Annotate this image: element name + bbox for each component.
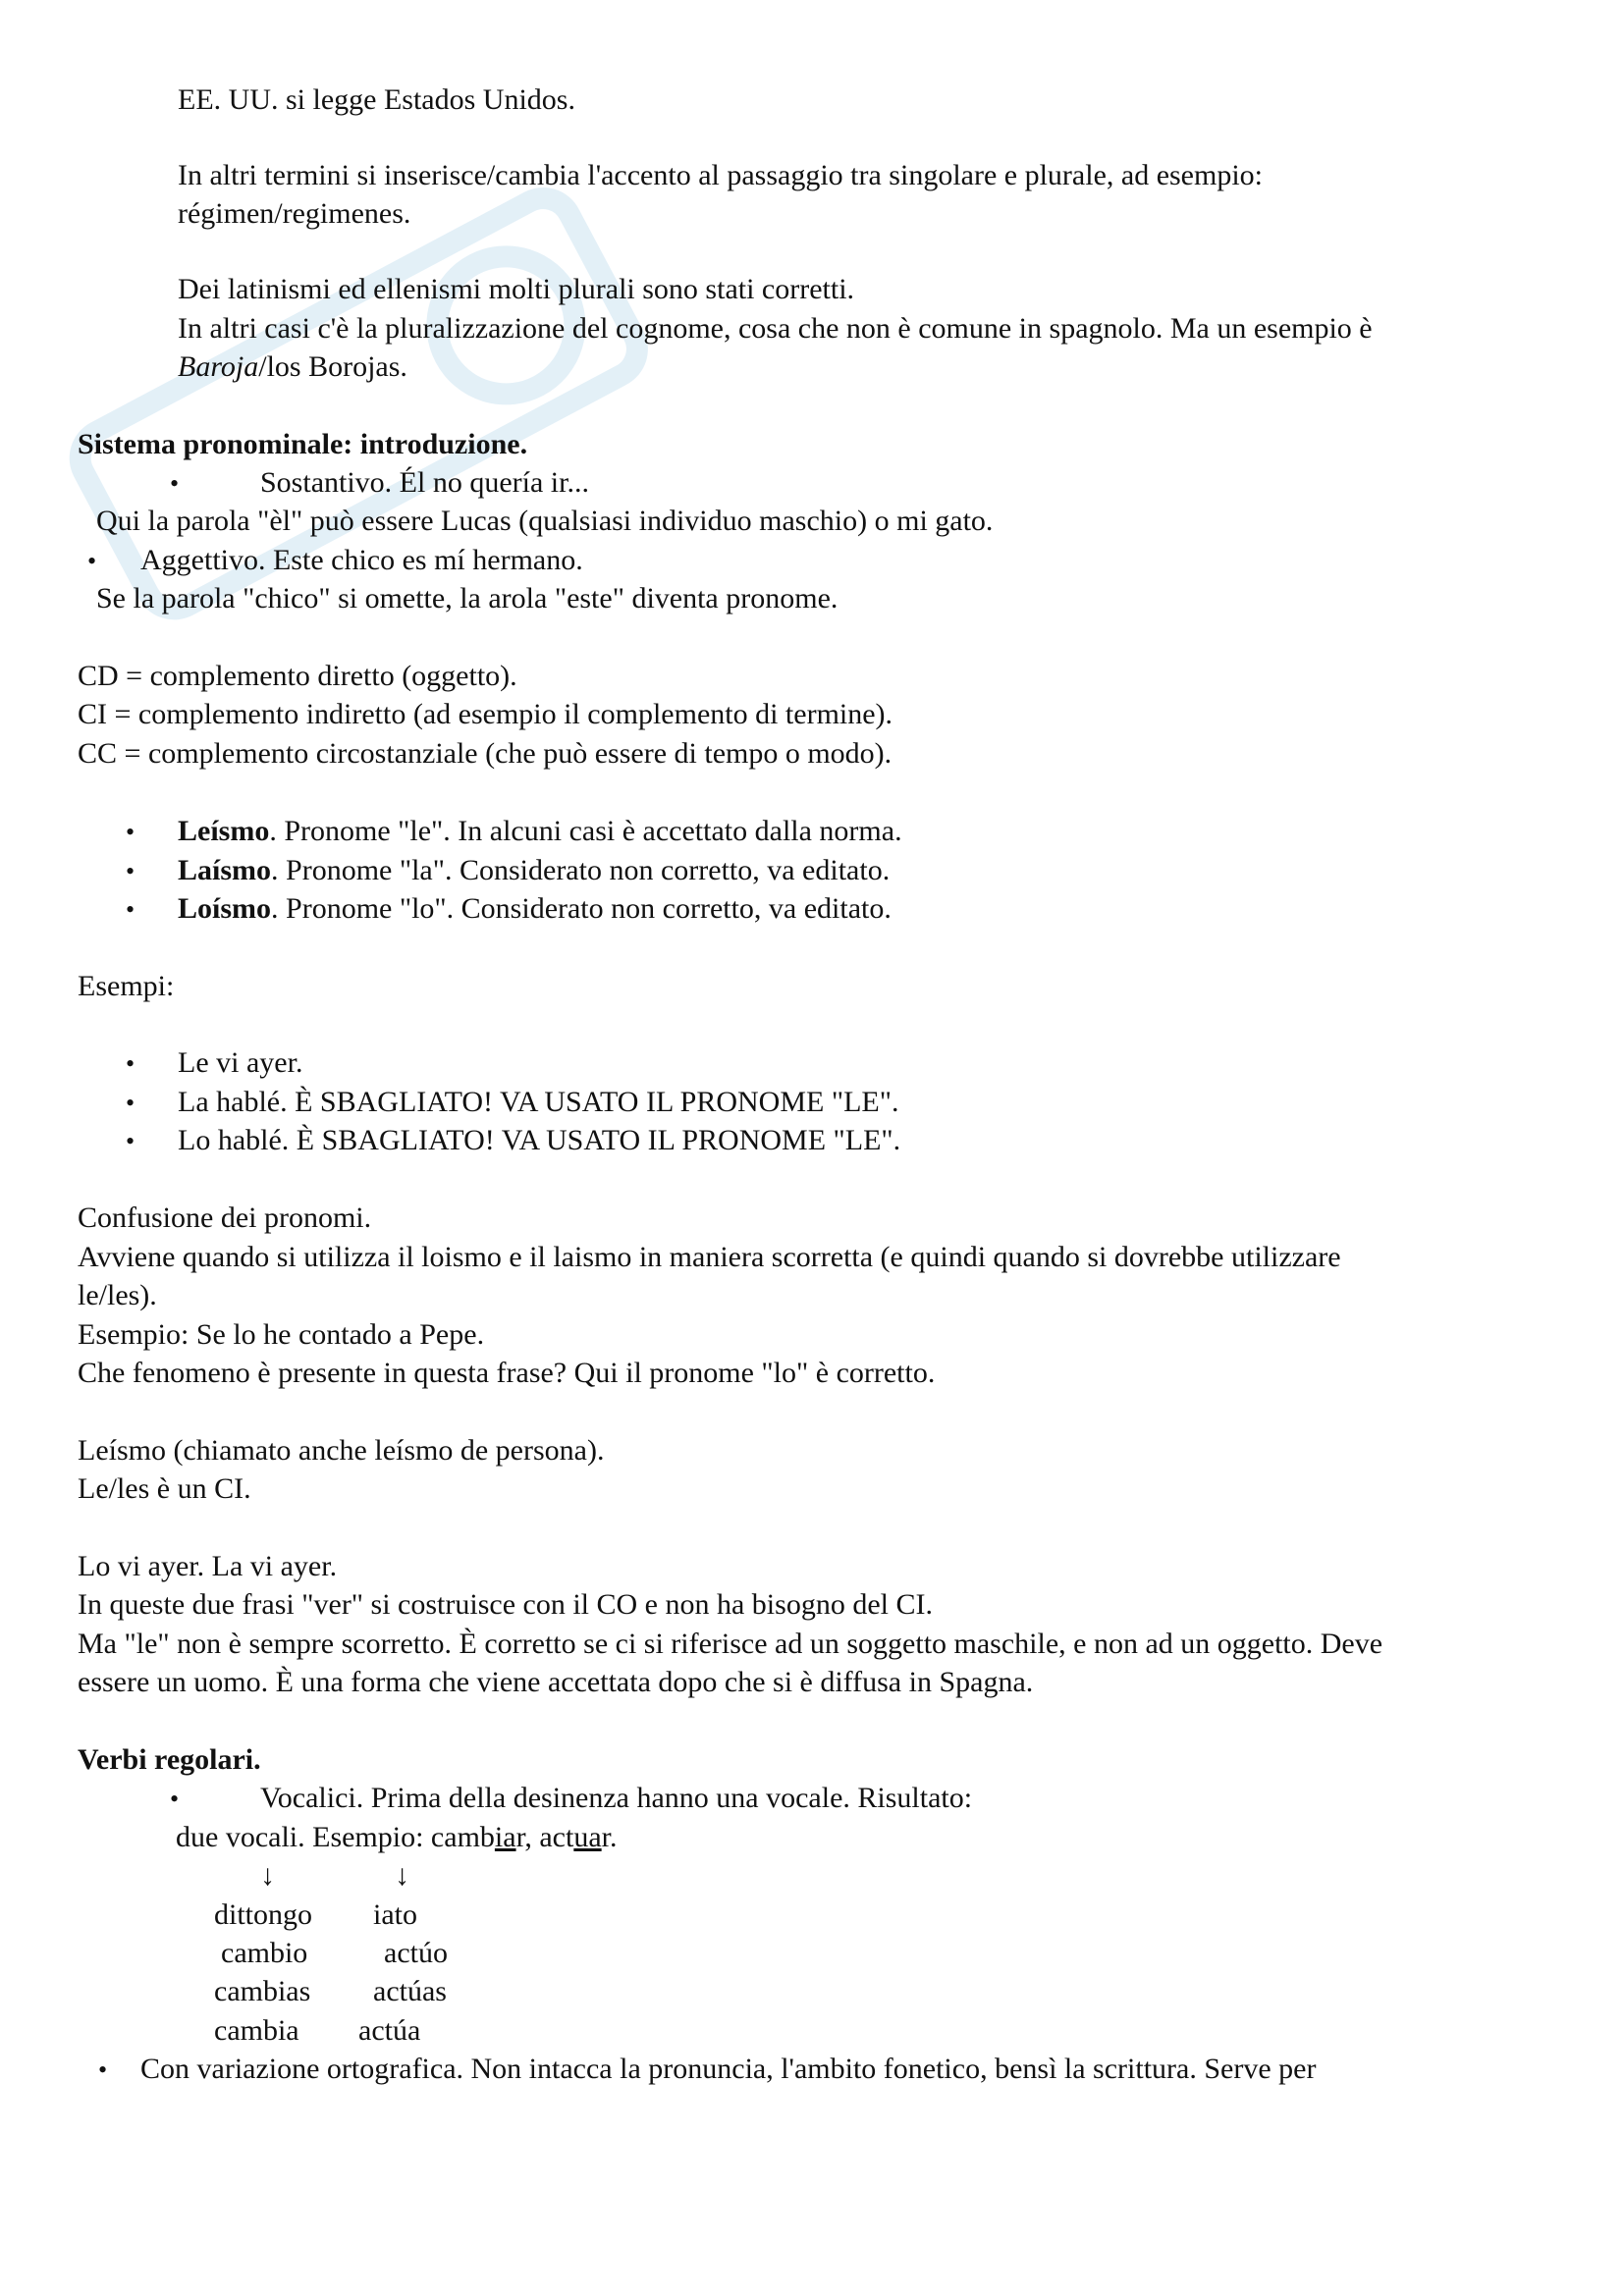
text: due vocali. Esempio: camb <box>176 1821 495 1853</box>
paragraph-line: In altri casi c'è la pluralizzazione del cognome, cosa che non è comune in spagnolo. Ma un esempio è <box>178 312 1373 345</box>
table-cell: actúas <box>373 1975 447 2007</box>
arrow-down: ↓ <box>395 1859 409 1892</box>
bullet: • <box>126 1049 135 1078</box>
paragraph-line: Lo vi ayer. La vi ayer. <box>78 1550 338 1582</box>
paragraph-line: In queste due frasi "ver" si costruisce con il CO e non ha bisogno del CI. <box>78 1588 933 1621</box>
bullet: • <box>87 547 97 575</box>
arrow-down: ↓ <box>260 1859 275 1892</box>
paragraph-line: Dei latinismi ed ellenismi molti plurali sono stati corretti. <box>178 273 855 305</box>
section-heading: Verbi regolari. <box>78 1743 261 1776</box>
paragraph-line: le/les). <box>78 1279 157 1311</box>
table-cell: cambia <box>214 2014 299 2047</box>
bullet: • <box>170 1785 180 1813</box>
paragraph-line: Leísmo (chiamato anche leísmo de persona). <box>78 1434 605 1467</box>
list-item: Lo hablé. È SBAGLIATO! VA USATO IL PRONOME "LE". <box>178 1124 901 1156</box>
list-item: Le vi ayer. <box>178 1046 303 1079</box>
paragraph-line: essere un uomo. È una forma che viene accettata dopo che si è diffusa in Spagna. <box>78 1666 1034 1698</box>
bold-term: Loísmo <box>178 892 272 925</box>
paragraph-line: CI = complemento indiretto (ad esempio il complemento di termine). <box>78 698 893 730</box>
text: /los Borojas. <box>258 350 407 383</box>
paragraph-line <box>178 347 407 386</box>
section-heading: Sistema pronominale: introduzione. <box>78 428 528 460</box>
paragraph-line: Se la parola "chico" si omette, la arola "este" diventa pronome. <box>96 582 839 614</box>
paragraph-line: Esempi: <box>78 970 175 1002</box>
paragraph-line: EE. UU. si legge Estados Unidos. <box>178 83 575 116</box>
list-item <box>178 851 890 889</box>
italic-text: Baroja <box>178 350 259 383</box>
paragraph-line: Avviene quando si utilizza il loismo e il laismo in maniera scorretta (e quindi quando si dovrebbe utilizzare <box>78 1241 1341 1273</box>
paragraph-line: Ma "le" non è sempre scorretto. È corretto se ci si riferisce ad un soggetto maschile, e non ad un oggetto. Deve <box>78 1628 1383 1660</box>
paragraph-line: CC = complemento circostanziale (che può essere di tempo o modo). <box>78 737 893 770</box>
paragraph-line: Esempio: Se lo he contado a Pepe. <box>78 1318 485 1351</box>
text: . Pronome "la". Considerato non corretto, va editato. <box>271 854 891 886</box>
bullet: • <box>126 1127 135 1155</box>
bullet: • <box>170 469 180 498</box>
bullet: • <box>126 1089 135 1117</box>
bullet: • <box>126 818 135 846</box>
paragraph-line: CD = complemento diretto (oggetto). <box>78 660 517 692</box>
table-cell: actúa <box>358 2014 421 2047</box>
paragraph-line: Le/les è un CI. <box>78 1472 251 1505</box>
list-item: Con variazione ortografica. Non intacca la pronuncia, l'ambito fonetico, bensì la scrittura. Serve per <box>140 2053 1317 2085</box>
bold-term: Leísmo <box>178 815 270 847</box>
list-item: Vocalici. Prima della desinenza hanno una vocale. Risultato: <box>260 1782 973 1814</box>
table-cell: iato <box>373 1898 417 1931</box>
paragraph-line: Confusione dei pronomi. <box>78 1201 372 1234</box>
table-cell: cambias <box>214 1975 311 2007</box>
text: . Pronome "lo". Considerato non corretto, va editato. <box>271 892 892 925</box>
table-cell: dittongo <box>214 1898 313 1931</box>
text: . Pronome "le". In alcuni casi è accettato dalla norma. <box>269 815 902 847</box>
paragraph-line: Qui la parola "èl" può essere Lucas (qualsiasi individuo maschio) o mi gato. <box>96 505 994 537</box>
bullet: • <box>126 857 135 885</box>
list-item: Aggettivo. Este chico es mí hermano. <box>140 544 583 576</box>
table-cell: cambio <box>221 1937 308 1969</box>
paragraph-line: régimen/regimenes. <box>178 197 411 230</box>
paragraph-line: Che fenomeno è presente in questa frase? Qui il pronome "lo" è corretto. <box>78 1357 936 1389</box>
paragraph-line: In altri termini si inserisce/cambia l'accento al passaggio tra singolare e plurale, ad esempio: <box>178 159 1264 191</box>
list-item <box>178 812 902 850</box>
bold-term: Laísmo <box>178 854 272 886</box>
underlined-text: ia <box>494 1821 516 1853</box>
bullet: • <box>126 895 135 924</box>
list-item: Sostantivo. Él no quería ir... <box>260 466 589 499</box>
list-item <box>178 889 892 928</box>
text: r, act <box>515 1821 574 1853</box>
bullet: • <box>98 2056 108 2084</box>
table-cell: actúo <box>384 1937 448 1969</box>
text: r. <box>601 1821 618 1853</box>
list-item: La hablé. È SBAGLIATO! VA USATO IL PRONOME "LE". <box>178 1086 899 1118</box>
paragraph-line <box>176 1818 618 1856</box>
underlined-text: ua <box>573 1821 602 1853</box>
